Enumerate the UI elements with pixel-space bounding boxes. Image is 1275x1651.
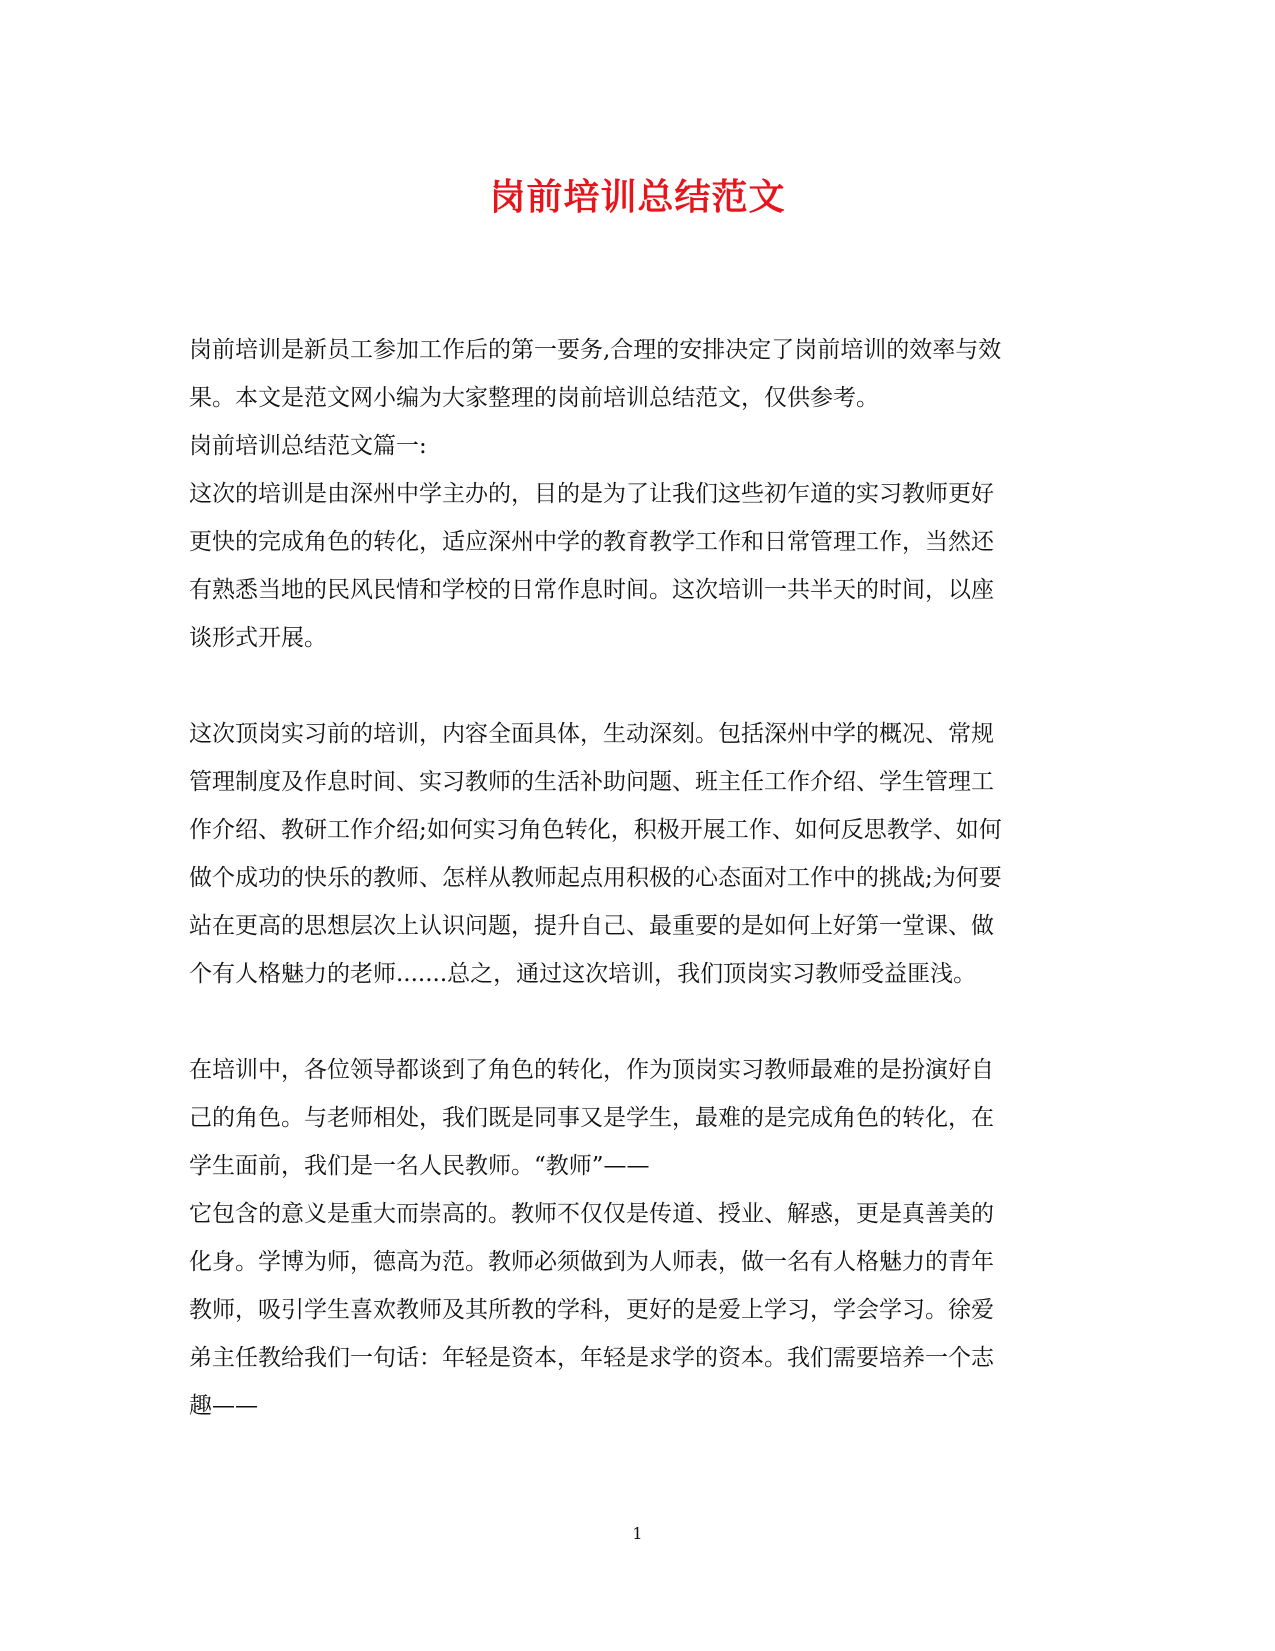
paragraph-gap: [189, 662, 1085, 710]
section-heading: 岗前培训总结范文篇一:: [189, 433, 427, 459]
body-line: 教师，吸引学生喜欢教师及其所教的学科，更好的是爱上学习，学会学习。徐爱: [189, 1297, 994, 1323]
body-line: 作介绍、教研工作介绍;如何实习角色转化，积极开展工作、如何反思教学、如何: [189, 817, 1002, 843]
body-line: 管理制度及作息时间、实习教师的生活补助问题、班主任工作介绍、学生管理工: [189, 769, 994, 795]
body-line: 它包含的意义是重大而崇高的。教师不仅仅是传道、授业、解惑，更是真善美的: [189, 1201, 994, 1227]
body-line: 这次顶岗实习前的培训，内容全面具体，生动深刻。包括深州中学的概况、常规: [189, 721, 994, 747]
body-line: 谈形式开展。: [189, 625, 327, 651]
body-line: 做个成功的快乐的教师、怎样从教师起点用积极的心态面对工作中的挑战;为何要: [189, 865, 1002, 891]
body-line: 化身。学博为师，德高为范。教师必须做到为人师表，做一名有人格魅力的青年: [189, 1249, 994, 1275]
body-line: 有熟悉当地的民风民情和学校的日常作息时间。这次培训一共半天的时间，以座: [189, 577, 994, 603]
body-line: 弟主任教给我们一句话：年轻是资本，年轻是求学的资本。我们需要培养一个志: [189, 1345, 994, 1371]
body-line: 站在更高的思想层次上认识问题，提升自己、最重要的是如何上好第一堂课、做: [189, 913, 994, 939]
body-line: 这次的培训是由深州中学主办的，目的是为了让我们这些初乍道的实习教师更好: [189, 481, 994, 507]
document-body: [189, 326, 1085, 1430]
body-line: 在培训中，各位领导都谈到了角色的转化，作为顶岗实习教师最难的是扮演好自: [189, 1057, 994, 1083]
body-line: 更快的完成角色的转化，适应深州中学的教育教学工作和日常管理工作，当然还: [189, 529, 994, 555]
document-title: 岗前培训总结范文: [489, 176, 786, 218]
body-line: 趣——: [189, 1393, 258, 1419]
body-line: 岗前培训是新员工参加工作后的第一要务,合理的安排决定了岗前培训的效率与效: [189, 337, 1002, 363]
page-number: 1: [632, 1524, 643, 1543]
body-line: 学生面前，我们是一名人民教师。“教师”——: [189, 1153, 650, 1179]
body-line: 果。本文是范文网小编为大家整理的岗前培训总结范文，仅供参考。: [189, 385, 879, 411]
paragraph-gap: [189, 998, 1085, 1046]
body-line: 己的角色。与老师相处，我们既是同事又是学生，最难的是完成角色的转化，在: [189, 1105, 994, 1131]
body-line: 个有人格魅力的老师.......总之，通过这次培训，我们顶岗实习教师受益匪浅。: [189, 961, 977, 987]
